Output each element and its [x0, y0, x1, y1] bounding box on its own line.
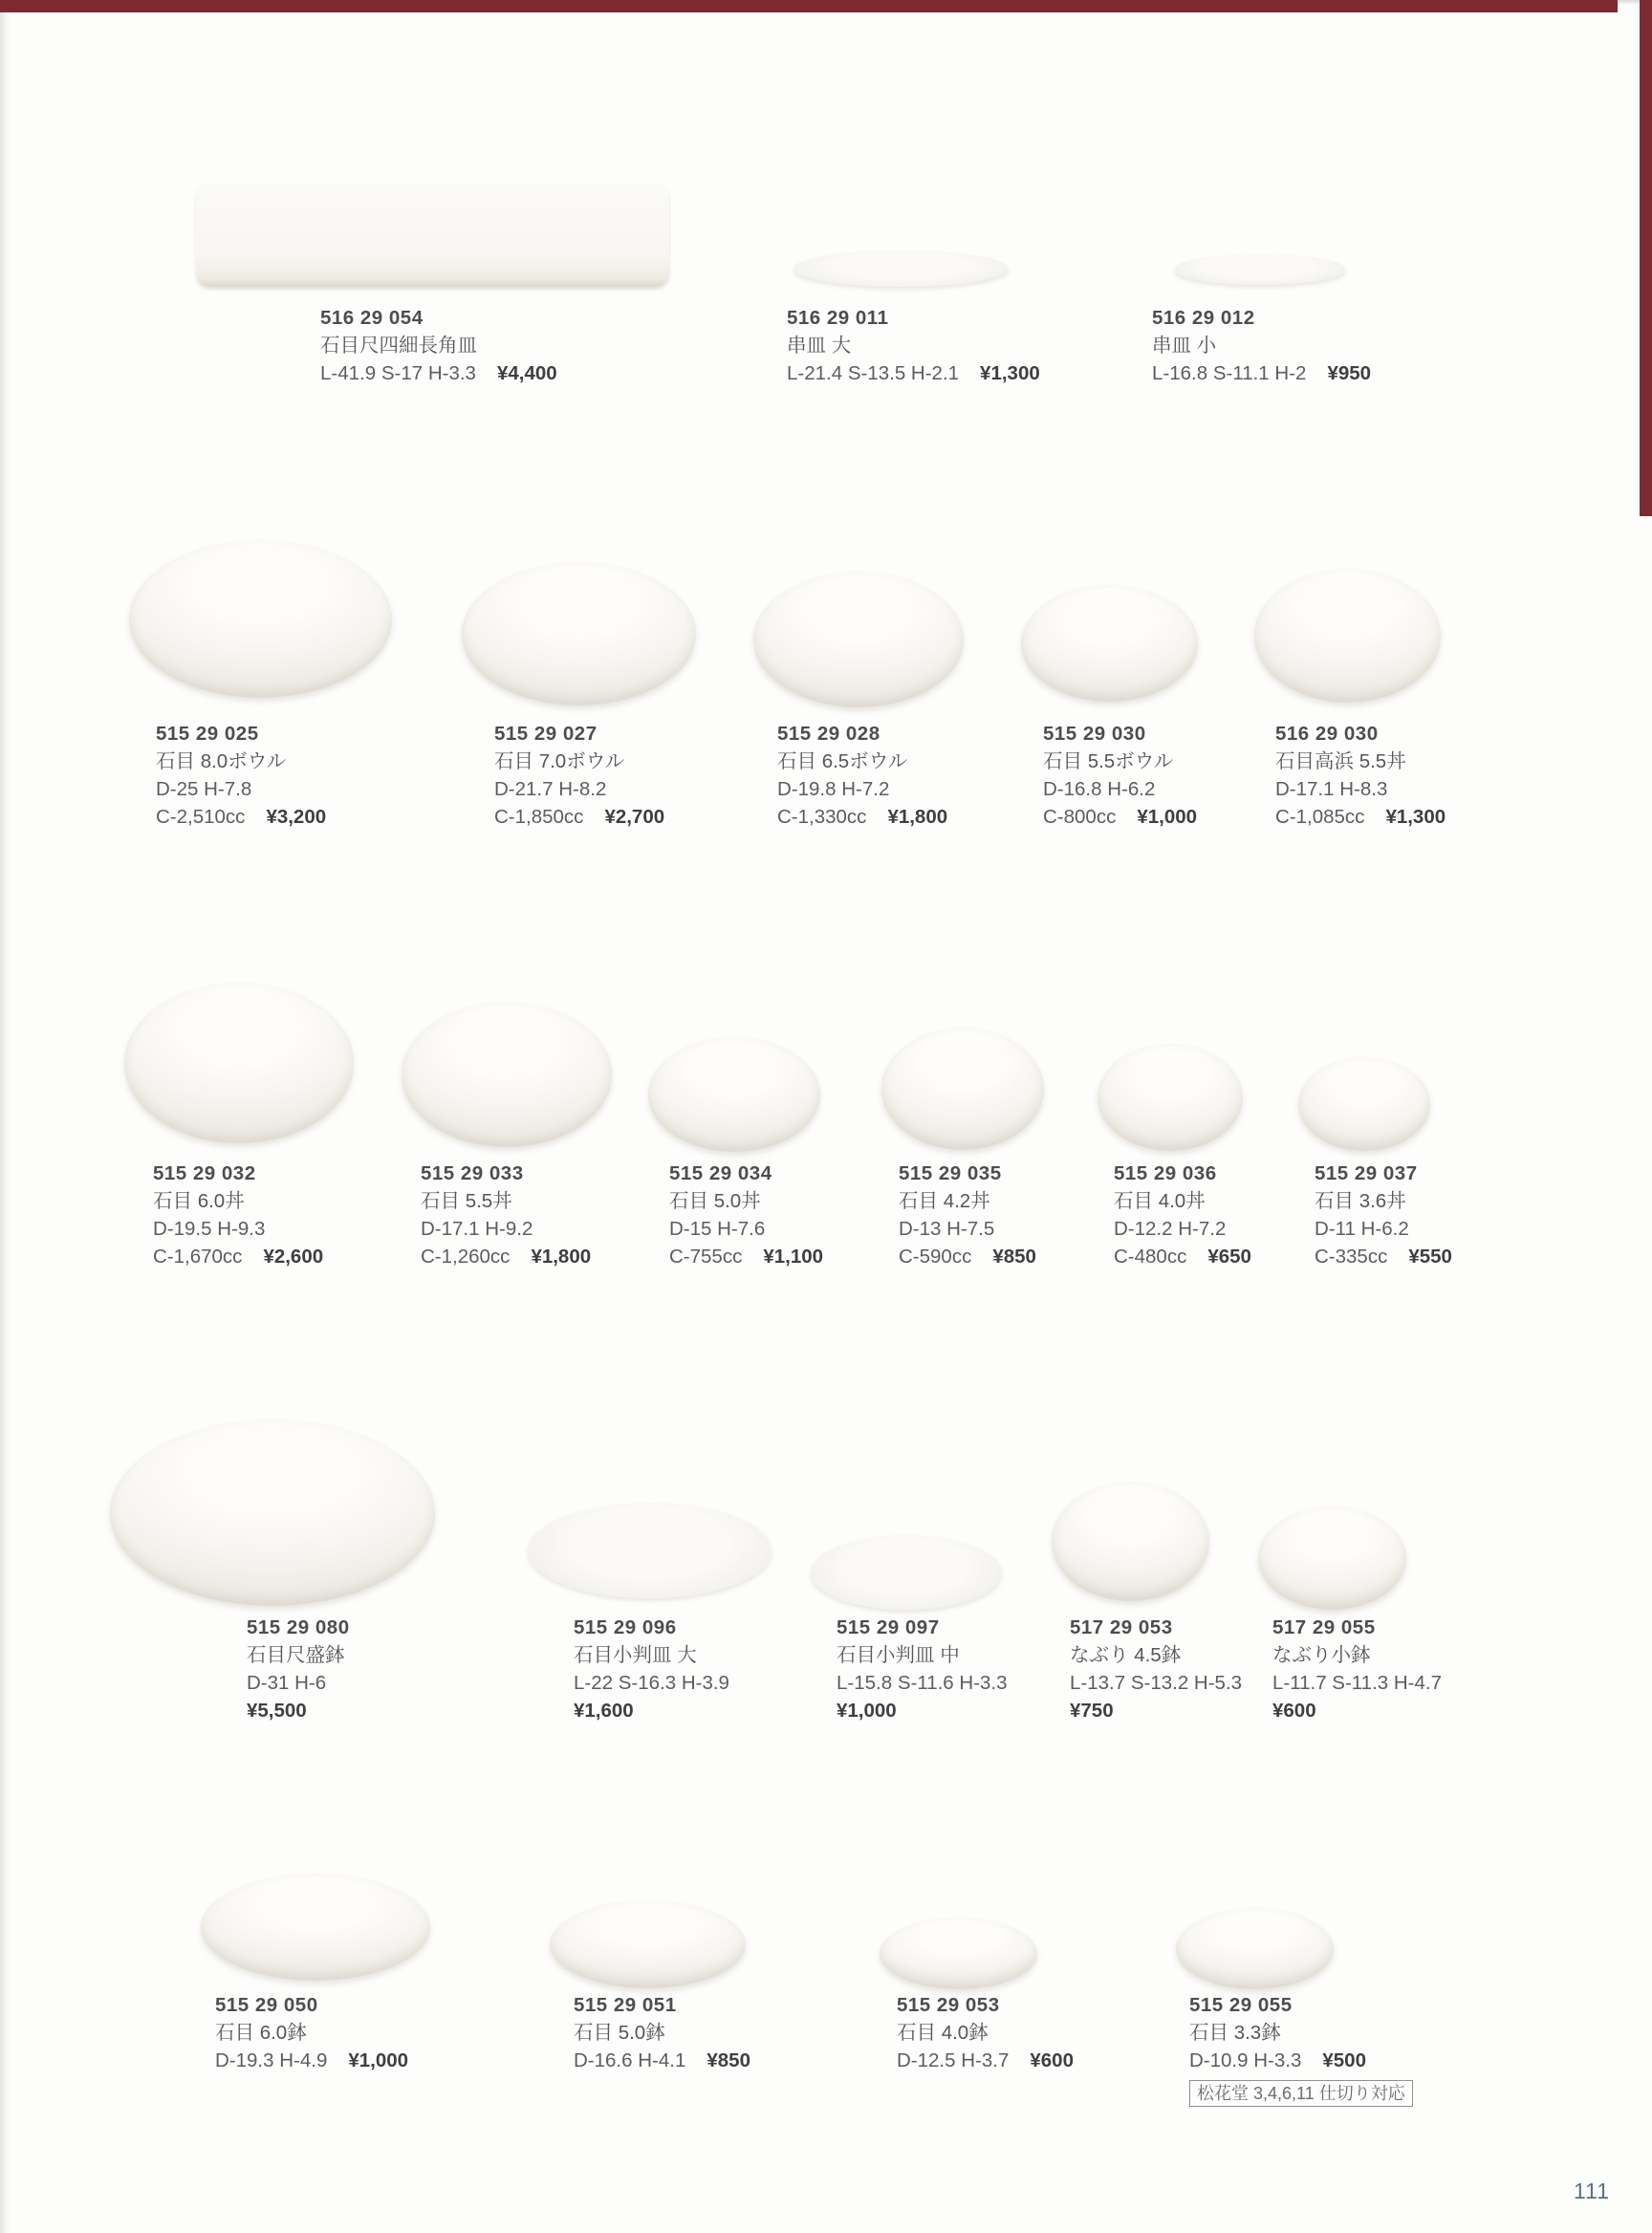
product-photo — [793, 250, 1009, 287]
product-dimensions: L-13.7 S-13.2 H-5.3 — [1070, 1672, 1243, 1694]
product-photo — [1052, 1482, 1209, 1601]
product-code: 515 29 027 — [494, 723, 598, 745]
product-capacity: C-590cc — [899, 1246, 972, 1268]
product-photo — [1098, 1044, 1243, 1151]
product-photo — [129, 540, 392, 698]
index-bar-top — [0, 0, 1618, 12]
product-name: 串皿 小 — [1152, 335, 1217, 357]
product-name: 石目 6.0鉢 — [215, 2022, 307, 2044]
product-dimensions: D-17.1 H-8.3 — [1275, 778, 1388, 800]
product-photo — [1298, 1057, 1430, 1151]
product-dimensions: L-15.8 S-11.6 H-3.3 — [837, 1672, 1008, 1694]
product-photo — [1021, 585, 1198, 702]
product-name: 石目尺盛鉢 — [247, 1644, 345, 1666]
product-photo — [196, 184, 669, 287]
product-dimensions: D-12.5 H-3.7 — [897, 2049, 1010, 2071]
product-photo — [1174, 254, 1346, 285]
product-card — [153, 1160, 459, 1270]
product-photo — [110, 1420, 435, 1606]
product-code: 517 29 055 — [1272, 1616, 1376, 1638]
product-card — [574, 1614, 880, 1724]
product-name: 石目 4.0鉢 — [897, 2022, 989, 2044]
product-photo — [402, 1002, 612, 1147]
product-price: ¥1,000 — [837, 1700, 897, 1722]
product-name: 石目高浜 5.5丼 — [1275, 750, 1406, 772]
product-card — [1315, 1160, 1620, 1270]
product-capacity: C-480cc — [1114, 1246, 1187, 1268]
product-code: 515 29 030 — [1043, 723, 1146, 745]
product-dimensions: D-15 H-7.6 — [669, 1218, 766, 1240]
product-price: ¥1,000 — [1137, 806, 1198, 828]
product-name: 石目 5.5丼 — [421, 1190, 512, 1212]
scan-edge-left — [0, 0, 10, 2233]
product-code: 515 29 036 — [1114, 1162, 1217, 1184]
product-capacity: C-1,670cc — [153, 1246, 243, 1268]
product-price: ¥1,600 — [574, 1700, 634, 1722]
product-name: 石目 6.0丼 — [153, 1190, 245, 1212]
product-photo — [201, 1874, 430, 1981]
product-name: 石目 3.3鉢 — [1189, 2022, 1281, 2044]
product-name: 串皿 大 — [787, 335, 852, 357]
product-photo — [811, 1535, 1002, 1610]
product-photo — [462, 562, 696, 705]
product-code: 515 29 050 — [215, 1994, 318, 2016]
product-price: ¥1,800 — [887, 806, 948, 828]
product-price: ¥2,600 — [263, 1246, 324, 1268]
product-card — [494, 720, 800, 831]
product-photo — [1254, 569, 1441, 703]
product-name: なぶり 4.5鉢 — [1070, 1644, 1182, 1666]
product-code: 515 29 051 — [574, 1994, 677, 2016]
page-number: 111 — [1574, 2179, 1610, 2203]
product-card — [1272, 1614, 1578, 1724]
product-capacity: C-1,085cc — [1275, 806, 1365, 828]
product-code: 515 29 037 — [1315, 1162, 1418, 1184]
product-code: 516 29 012 — [1152, 307, 1255, 329]
product-card — [897, 1991, 1203, 2074]
product-dimensions: D-25 H-7.8 — [156, 778, 252, 800]
product-price: ¥600 — [1272, 1700, 1316, 1722]
product-code: 516 29 054 — [320, 307, 424, 329]
product-price: ¥500 — [1322, 2049, 1366, 2071]
product-code: 517 29 053 — [1070, 1616, 1173, 1638]
product-dimensions: D-13 H-7.5 — [899, 1218, 995, 1240]
product-dimensions: D-17.1 H-9.2 — [421, 1218, 533, 1240]
product-card — [1189, 1991, 1533, 2107]
product-dimensions: D-31 H-6 — [247, 1672, 327, 1694]
product-photo — [881, 1028, 1044, 1150]
product-name: 石目 5.0丼 — [669, 1190, 761, 1212]
product-name: 石目 5.5ボウル — [1043, 750, 1174, 772]
product-photo — [550, 1900, 746, 1988]
product-price: ¥1,100 — [763, 1246, 824, 1268]
product-name: 石目 3.6丼 — [1315, 1190, 1406, 1212]
product-price: ¥850 — [706, 2049, 750, 2071]
product-photo — [880, 1918, 1037, 1989]
product-card — [1152, 304, 1458, 387]
product-price: ¥4,400 — [496, 362, 557, 384]
product-card — [320, 304, 626, 387]
product-dimensions: D-16.8 H-6.2 — [1043, 778, 1156, 800]
product-name: 石目 5.0鉢 — [574, 2022, 665, 2044]
product-name: 石目小判皿 中 — [837, 1644, 960, 1666]
product-price: ¥550 — [1408, 1246, 1452, 1268]
product-dimensions: L-21.4 S-13.5 H-2.1 — [787, 362, 960, 384]
product-dimensions: D-19.8 H-7.2 — [777, 778, 890, 800]
product-dimensions: D-16.6 H-4.1 — [574, 2049, 686, 2071]
product-code: 515 29 034 — [669, 1162, 772, 1184]
product-price: ¥1,300 — [1385, 806, 1446, 828]
product-dimensions: L-41.9 S-17 H-3.3 — [320, 362, 476, 384]
product-dimensions: D-12.2 H-7.2 — [1114, 1218, 1227, 1240]
product-price: ¥2,700 — [604, 806, 665, 828]
product-capacity: C-755cc — [669, 1246, 743, 1268]
product-photo — [648, 1037, 820, 1152]
product-photo — [753, 572, 964, 707]
product-name: 石目 8.0ボウル — [156, 750, 287, 772]
product-price: ¥600 — [1030, 2049, 1074, 2071]
product-card — [247, 1614, 553, 1724]
product-card — [787, 304, 1093, 387]
product-name: 石目尺四細長角皿 — [320, 335, 477, 357]
product-dimensions: L-16.8 S-11.1 H-2 — [1152, 362, 1307, 384]
product-price: ¥950 — [1327, 362, 1372, 384]
compatibility-note: 松花堂 3,4,6,11 仕切り対応 — [1189, 2080, 1413, 2107]
product-dimensions: L-22 S-16.3 H-3.9 — [574, 1672, 729, 1694]
product-code: 516 29 030 — [1275, 723, 1379, 745]
product-capacity: C-335cc — [1315, 1246, 1388, 1268]
product-code: 516 29 011 — [787, 307, 889, 329]
product-code: 515 29 032 — [153, 1162, 256, 1184]
product-card — [1275, 720, 1581, 831]
product-price: ¥750 — [1070, 1700, 1114, 1722]
product-name: 石目 4.2丼 — [899, 1190, 990, 1212]
product-name: なぶり小鉢 — [1272, 1644, 1371, 1666]
product-price: ¥1,800 — [531, 1246, 592, 1268]
product-capacity: C-2,510cc — [156, 806, 246, 828]
product-code: 515 29 096 — [574, 1616, 677, 1638]
product-code: 515 29 035 — [899, 1162, 1002, 1184]
product-card — [156, 720, 462, 831]
product-photo — [528, 1503, 772, 1598]
product-code: 515 29 028 — [777, 723, 880, 745]
product-dimensions: L-11.7 S-11.3 H-4.7 — [1272, 1672, 1443, 1694]
product-photo — [124, 983, 354, 1143]
product-photo — [1176, 1908, 1334, 1989]
product-capacity: C-1,850cc — [494, 806, 584, 828]
product-dimensions: D-19.5 H-9.3 — [153, 1218, 266, 1240]
product-card — [215, 1991, 521, 2074]
product-dimensions: D-11 H-6.2 — [1315, 1218, 1409, 1240]
product-code: 515 29 025 — [156, 723, 259, 745]
product-capacity: C-1,260cc — [421, 1246, 511, 1268]
product-price: ¥1,000 — [348, 2049, 409, 2071]
product-capacity: C-1,330cc — [777, 806, 867, 828]
product-capacity: C-800cc — [1043, 806, 1117, 828]
product-name: 石目 4.0丼 — [1114, 1190, 1206, 1212]
product-photo — [1258, 1507, 1406, 1610]
product-code: 515 29 055 — [1189, 1994, 1293, 2016]
product-code: 515 29 080 — [247, 1616, 350, 1638]
product-name: 石目 6.5ボウル — [777, 750, 908, 772]
product-code: 515 29 033 — [421, 1162, 524, 1184]
product-name: 石目小判皿 大 — [574, 1644, 697, 1666]
product-dimensions: D-10.9 H-3.3 — [1189, 2049, 1302, 2071]
product-dimensions: D-21.7 H-8.2 — [494, 778, 607, 800]
index-bar-right — [1640, 0, 1652, 516]
product-code: 515 29 053 — [897, 1994, 1000, 2016]
product-name: 石目 7.0ボウル — [494, 750, 625, 772]
product-price: ¥5,500 — [247, 1700, 307, 1722]
product-code: 515 29 097 — [837, 1616, 940, 1638]
product-price: ¥3,200 — [266, 806, 327, 828]
product-dimensions: D-19.3 H-4.9 — [215, 2049, 328, 2071]
product-card — [777, 720, 1083, 831]
product-price: ¥650 — [1207, 1246, 1251, 1268]
product-card — [574, 1991, 880, 2074]
product-price: ¥850 — [992, 1246, 1036, 1268]
product-price: ¥1,300 — [980, 362, 1040, 384]
